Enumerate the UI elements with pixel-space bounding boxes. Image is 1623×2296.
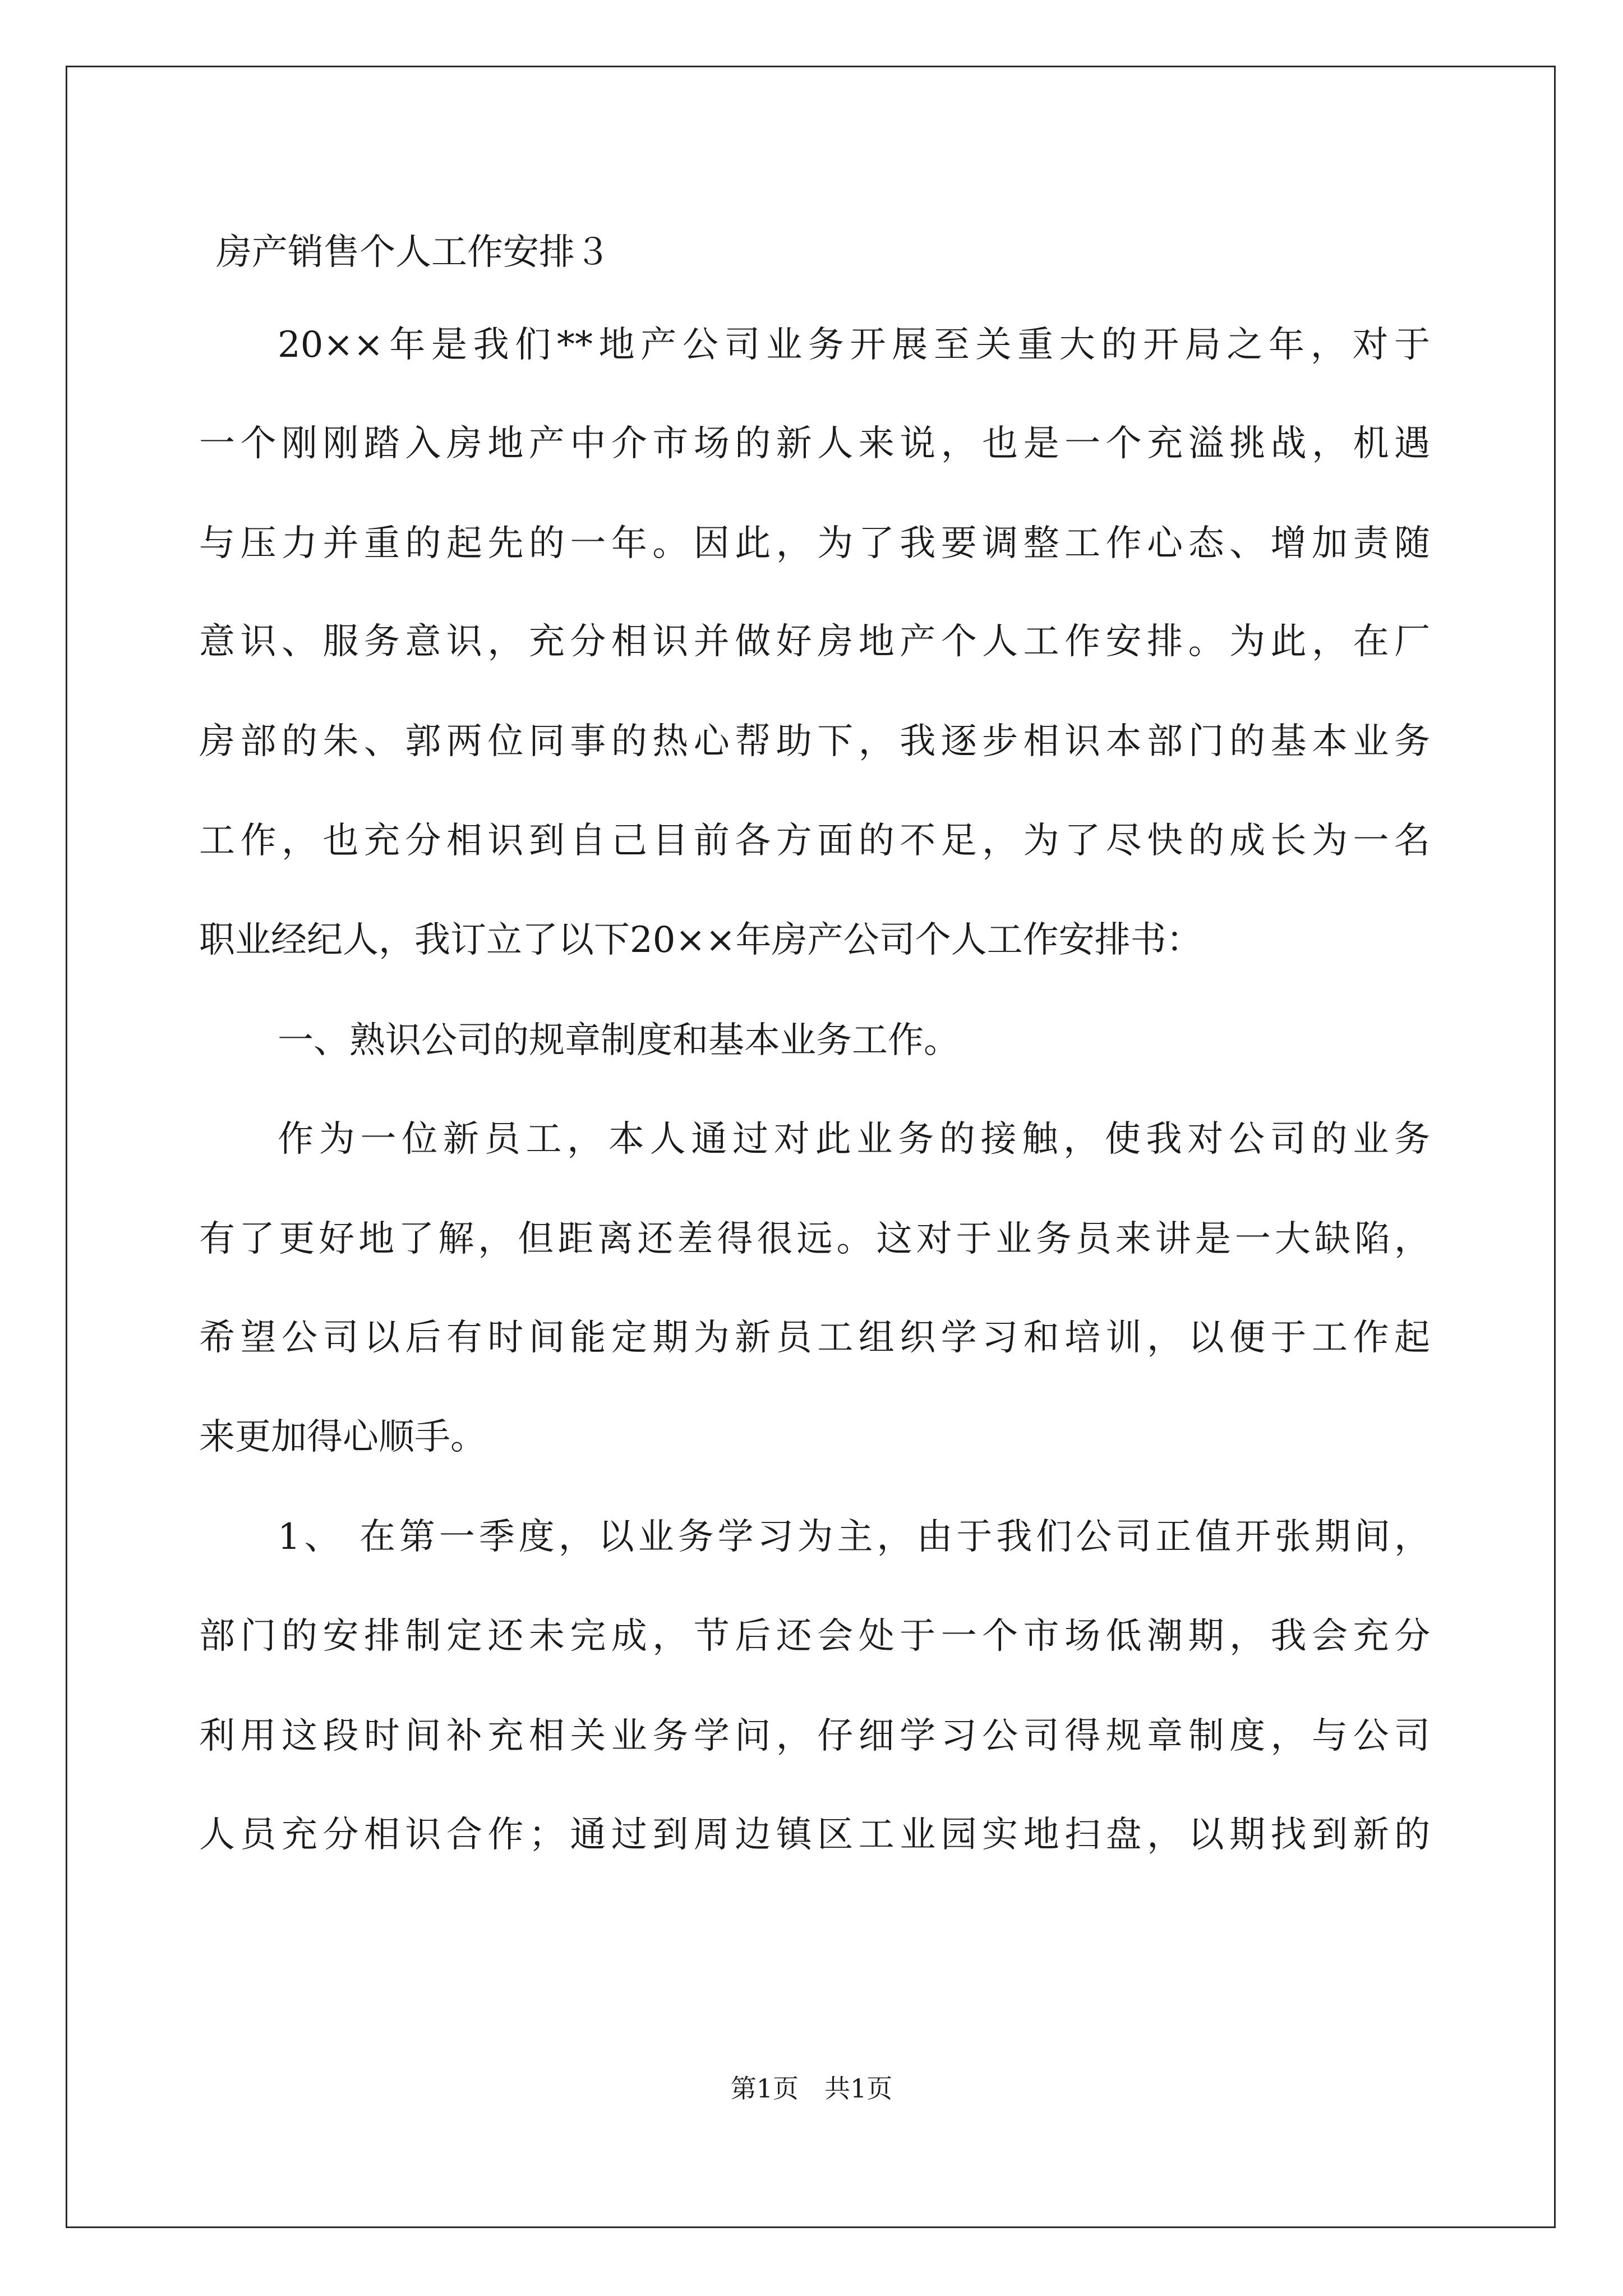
paragraph-line: 有了更好地了解，但距离还差得很远。这对于业务员来讲是一大缺陷，	[199, 1218, 1430, 1260]
list-item-line: 1、 在第一季度，以业务学习为主，由于我们公司正值开张期间，	[278, 1516, 1430, 1558]
paragraph-line: 意识、服务意识，充分相识并做好房地产个人工作安排。为此，在厂	[199, 621, 1430, 662]
paragraph-line: 部门的安排制定还未完成，节后还会处于一个市场低潮期，我会充分	[199, 1616, 1430, 1657]
section-heading: 一、熟识公司的规章制度和基本业务工作。	[278, 1020, 960, 1061]
paragraph-line: 工作，也充分相识到自己目前各方面的不足，为了尽快的成长为一名	[199, 820, 1430, 862]
paragraph-line: 人员充分相识合作；通过到周边镇区工业园实地扫盘，以期找到新的	[199, 1814, 1430, 1856]
paragraph-line: 20××年是我们**地产公司业务开展至关重大的开局之年，对于	[278, 324, 1430, 366]
paragraph-line: 作为一位新员工，本人通过对此业务的接触，使我对公司的业务	[278, 1119, 1430, 1160]
paragraph-line: 与压力并重的起先的一年。因此，为了我要调整工作心态、增加责随	[199, 523, 1430, 564]
paragraph-line: 房部的朱、郭两位同事的热心帮助下，我逐步相识本部门的基本业务	[199, 721, 1430, 762]
paragraph-line: 职业经纪人，我订立了以下20××年房产公司个人工作安排书：	[199, 919, 1202, 961]
page-footer: 第1页 共1页	[730, 2073, 893, 2104]
paragraph-line: 一个刚刚踏入房地产中介市场的新人来说，也是一个充溢挑战，机遇	[199, 423, 1430, 464]
paragraph-line: 来更加得心顺手。	[199, 1416, 486, 1458]
document-title: 房产销售个人工作安排３	[216, 232, 611, 273]
paragraph-line: 希望公司以后有时间能定期为新员工组织学习和培训，以便于工作起	[199, 1317, 1430, 1359]
paragraph-line: 利用这段时间补充相关业务学问，仔细学习公司得规章制度，与公司	[199, 1715, 1430, 1757]
